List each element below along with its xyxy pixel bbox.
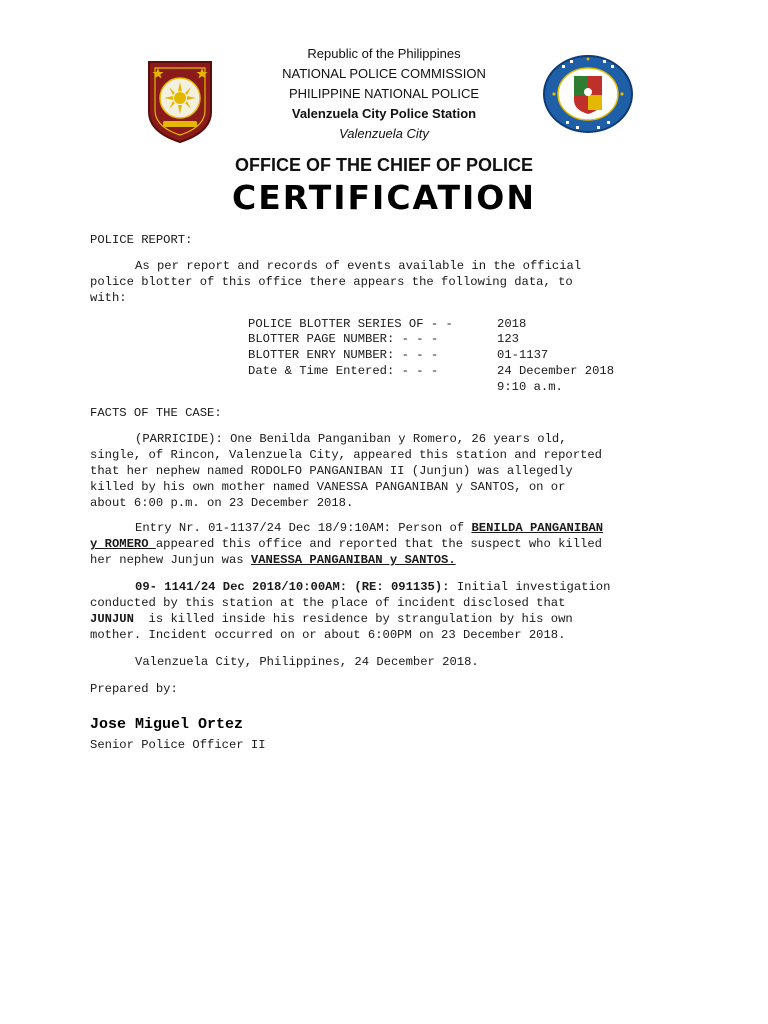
office-title: OFFICE OF THE CHIEF OF POLICE <box>234 155 533 175</box>
blotter-label: BLOTTER ENRY NUMBER: - - - <box>248 348 439 362</box>
facts-p2-line-1 <box>135 521 603 537</box>
facts-p1-line-1: (PARRICIDE): One Benilda Panganiban y Romero, 26 years old, <box>135 432 567 446</box>
entry-text: Entry Nr. 01-1137/24 Dec 18/9:10AM: Person of <box>135 521 472 535</box>
header-line-station: Valenzuela City Police Station <box>291 106 477 121</box>
intro-line-1: As per report and records of events available in the official <box>135 259 582 273</box>
report-heading: POLICE REPORT: <box>90 233 193 247</box>
victim-name: JUNJUN <box>90 612 134 626</box>
blotter-label: BLOTTER PAGE NUMBER: - - - <box>248 332 439 346</box>
facts-p3-line-3 <box>90 612 573 628</box>
entry-text: is killed inside his residence by strangulation by his own <box>133 612 573 626</box>
facts-p3-line-2: conducted by this station at the place of incident disclosed that <box>90 596 566 610</box>
entry-text: Initial investigation <box>449 580 611 594</box>
header-line-pnp: PHILIPPINE NATIONAL POLICE <box>289 86 479 101</box>
facts-p3-line-4: mother. Incident occurred on or about 6:00PM on 23 December 2018. <box>90 628 566 642</box>
header-line-republic: Republic of the Philippines <box>307 46 461 61</box>
blotter-label: POLICE BLOTTER SERIES OF - - <box>248 317 453 331</box>
letterhead <box>200 44 568 144</box>
blotter-value: 24 December 2018 <box>497 364 615 378</box>
complainant-name: BENILDA PANGANIBAN <box>471 521 604 535</box>
header-line-city: Valenzuela City <box>339 126 429 141</box>
blotter-value: 01-1137 <box>497 348 549 362</box>
facts-p1-line-3: that her nephew named RODOLFO PANGANIBAN II (Junjun) was allegedly <box>90 464 573 478</box>
blotter-value: 9:10 a.m. <box>497 380 563 394</box>
facts-heading: FACTS OF THE CASE: <box>90 406 222 420</box>
signatory-name: Jose Miguel Ortez <box>90 716 244 733</box>
facts-p3-line-1 <box>135 580 610 596</box>
certification-title: CERTIFICATION <box>232 178 536 217</box>
facts-p1-line-2: single, of Rincon, Valenzuela City, appeared this station and reported <box>90 448 602 462</box>
blotter-label: Date & Time Entered: - - - <box>248 364 439 378</box>
blotter-value: 2018 <box>497 317 527 331</box>
complainant-name-cont: y ROMERO <box>90 537 156 551</box>
prepared-by-label: Prepared by: <box>90 682 178 696</box>
place-date: Valenzuela City, Philippines, 24 December 2018. <box>135 655 479 669</box>
header-line-napolcom: NATIONAL POLICE COMMISSION <box>282 66 486 81</box>
entry-reference: 09- 1141/24 Dec 2018/10:00AM: (RE: 091135): <box>135 580 450 594</box>
entry-text: her nephew Junjun was <box>90 553 251 567</box>
facts-p1-line-5: about 6:00 p.m. on 23 December 2018. <box>90 496 354 510</box>
facts-p2-line-2 <box>90 537 602 553</box>
entry-text: appeared this office and reported that the suspect who killed <box>155 537 602 551</box>
facts-p2-line-3 <box>90 553 456 569</box>
intro-line-2: police blotter of this office there appears the following data, to <box>90 275 573 289</box>
blotter-value: 123 <box>497 332 519 346</box>
intro-line-3: with: <box>90 291 127 305</box>
facts-p1-line-4: killed by his own mother named VANESSA PANGANIBAN y SANTOS, on or <box>90 480 566 494</box>
suspect-name: VANESSA PANGANIBAN y SANTOS. <box>250 553 456 567</box>
signatory-rank: Senior Police Officer II <box>90 738 266 752</box>
